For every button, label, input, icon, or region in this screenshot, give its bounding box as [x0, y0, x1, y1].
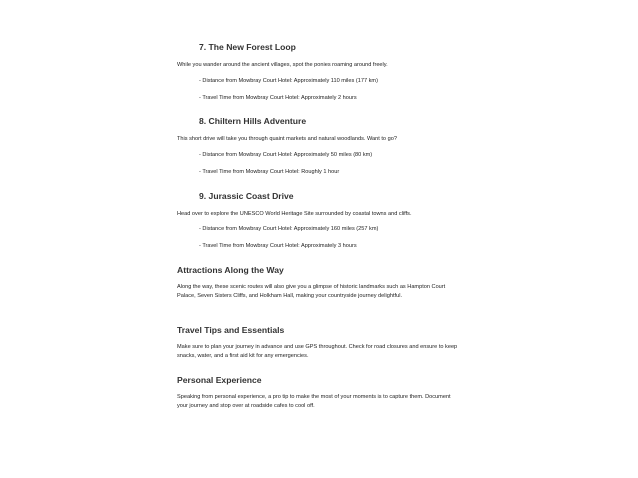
section-9-distance: - Distance from Mowbray Court Hotel: Approximately 160 miles (257 km) — [199, 226, 379, 232]
section-8-heading: 8. Chiltern Hills Adventure — [199, 116, 307, 126]
tips-heading: Travel Tips and Essentials — [177, 325, 285, 335]
section-7-distance: - Distance from Mowbray Court Hotel: Approximately 110 miles (177 km) — [199, 78, 378, 84]
section-9-time: - Travel Time from Mowbray Court Hotel: Approximately 3 hours — [199, 243, 357, 249]
section-8-intro: This short drive will take you through quaint markets and natural woodlands. Want to go? — [177, 136, 397, 142]
experience-heading: Personal Experience — [177, 375, 262, 385]
section-8-distance: - Distance from Mowbray Court Hotel: Approximately 50 miles (80 km) — [199, 152, 373, 158]
tips-body: Make sure to plan your journey in advance and use GPS throughout. Check for road closures and ensure to keep snacks, water, and a first aid kit for any emergencies. — [177, 344, 458, 359]
attractions-heading: Attractions Along the Way — [177, 265, 284, 275]
section-7-intro: While you wander around the ancient villages, spot the ponies roaming around freely. — [177, 62, 388, 68]
attractions-body: Along the way, these scenic routes will also give you a glimpse of historic landmarks such as Hampton Court Palace, Seven Sisters Cliffs, and Holkham Hall, making your countryside journey delightful. — [177, 284, 446, 299]
section-7-time: - Travel Time from Mowbray Court Hotel: Approximately 2 hours — [199, 95, 357, 101]
experience-body: Speaking from personal experience, a pro tip to make the most of your moments is to capture them. Document your journey and stop over at roadside cafes to cool off. — [177, 394, 451, 409]
section-9-intro: Head over to explore the UNESCO World Heritage Site surrounded by coastal towns and cliffs. — [177, 211, 412, 217]
section-9-heading: 9. Jurassic Coast Drive — [199, 191, 294, 201]
section-8-time: - Travel Time from Mowbray Court Hotel: Roughly 1 hour — [199, 169, 340, 175]
section-7-heading: 7. The New Forest Loop — [199, 42, 296, 52]
